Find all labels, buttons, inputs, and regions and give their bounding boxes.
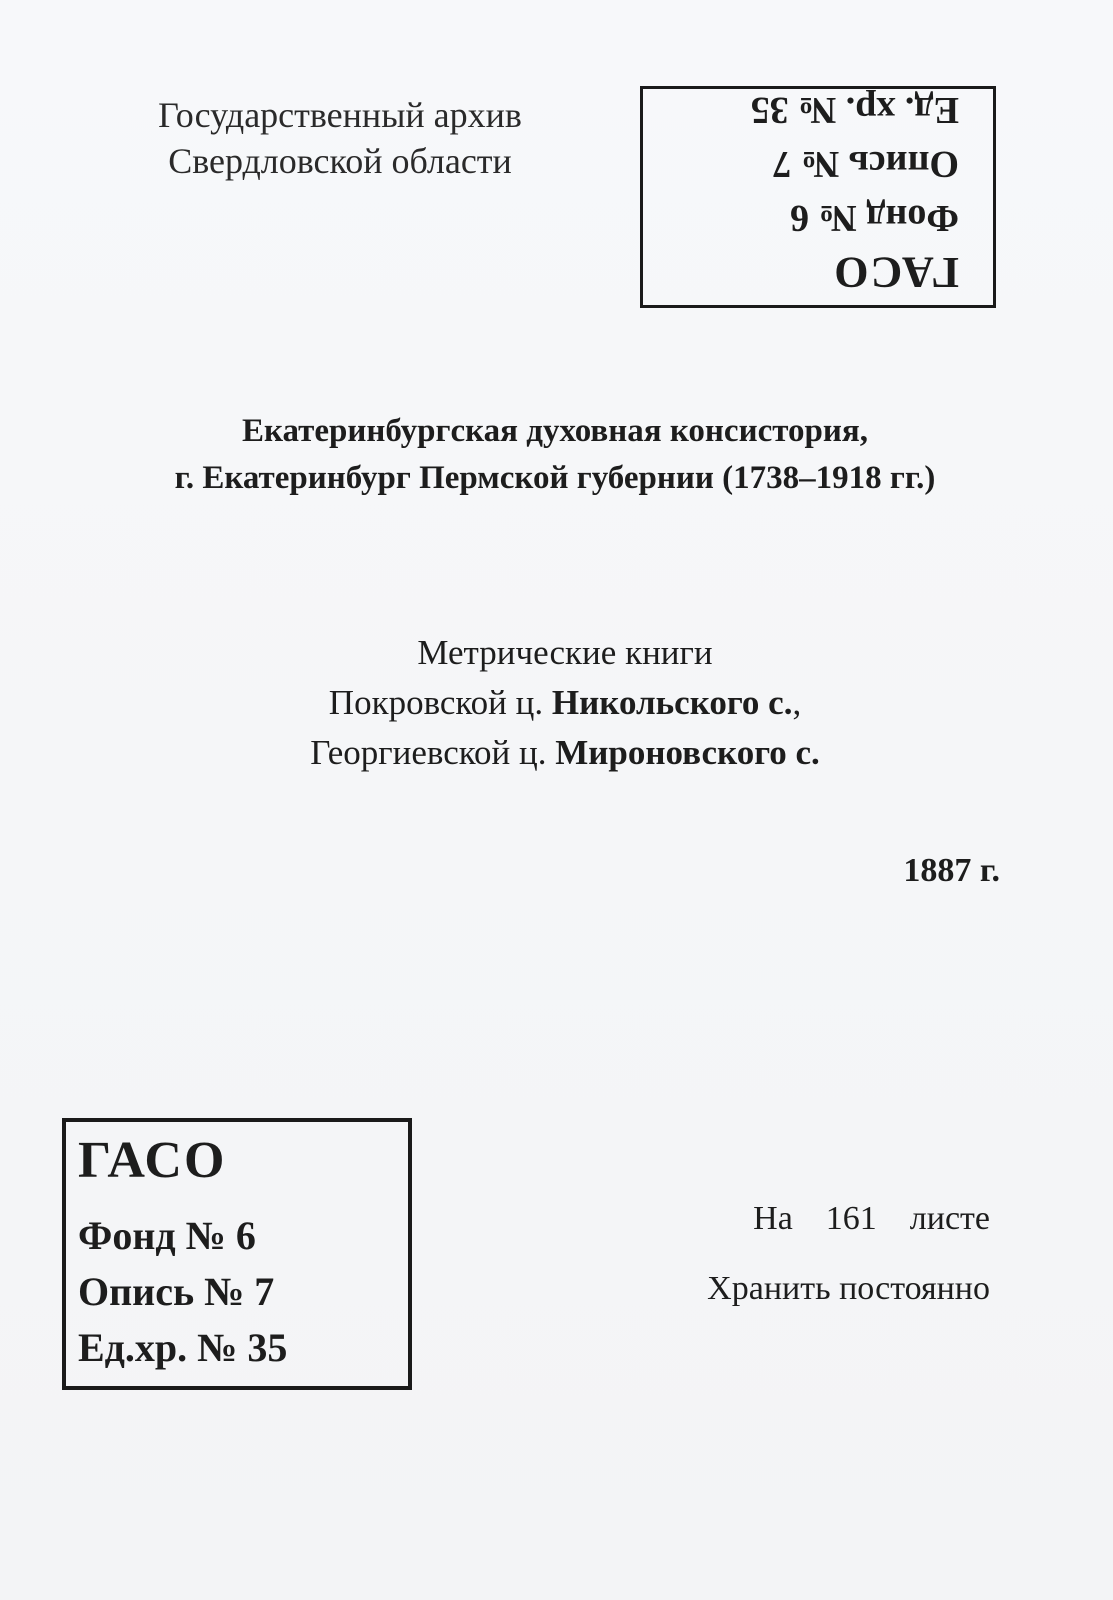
year: 1887 г.	[903, 852, 1000, 889]
institution-heading	[40, 408, 1070, 502]
archive-stamp-upside-down	[640, 86, 996, 308]
records-title-line3	[40, 728, 1090, 778]
records-title-line1: Метрические книги	[417, 633, 713, 672]
retention-note: Хранить постоянно	[707, 1270, 990, 1307]
records-title-line2	[40, 678, 1090, 728]
stamp-top-opis: Опись № 7	[772, 143, 959, 185]
stamp-title: ГАСО	[78, 1132, 227, 1189]
stamp-top-title: ГАСО	[832, 248, 959, 297]
archive-stamp	[62, 1118, 412, 1390]
stamp-fond: Фонд № 6	[78, 1213, 256, 1258]
stamp-top-unit: Ед. хр. № 35	[750, 89, 959, 131]
archive-name-line2: Свердловской области	[168, 141, 512, 181]
stamp-opis: Опись № 7	[78, 1269, 275, 1314]
village-name-1: Никольского с.	[551, 683, 793, 722]
institution-line1: Екатеринбургская духовная консистория,	[242, 413, 868, 449]
institution-line2: г. Екатеринбург Пермской губернии (1738–1918 гг.)	[174, 460, 936, 496]
records-title	[40, 628, 1090, 778]
church-name-2: Георгиевской ц.	[310, 733, 556, 772]
comma: ,	[792, 683, 802, 722]
stamp-unit: Ед.хр. № 35	[78, 1325, 288, 1370]
church-name-1: Покровской ц.	[328, 683, 552, 722]
archive-name	[100, 92, 580, 184]
village-name-2: Мироновского с.	[555, 733, 820, 772]
archive-name-line1: Государственный архив	[158, 95, 522, 135]
sheet-count: На 161 листе	[753, 1200, 990, 1237]
stamp-top-fond: Фонд № 6	[790, 197, 959, 239]
